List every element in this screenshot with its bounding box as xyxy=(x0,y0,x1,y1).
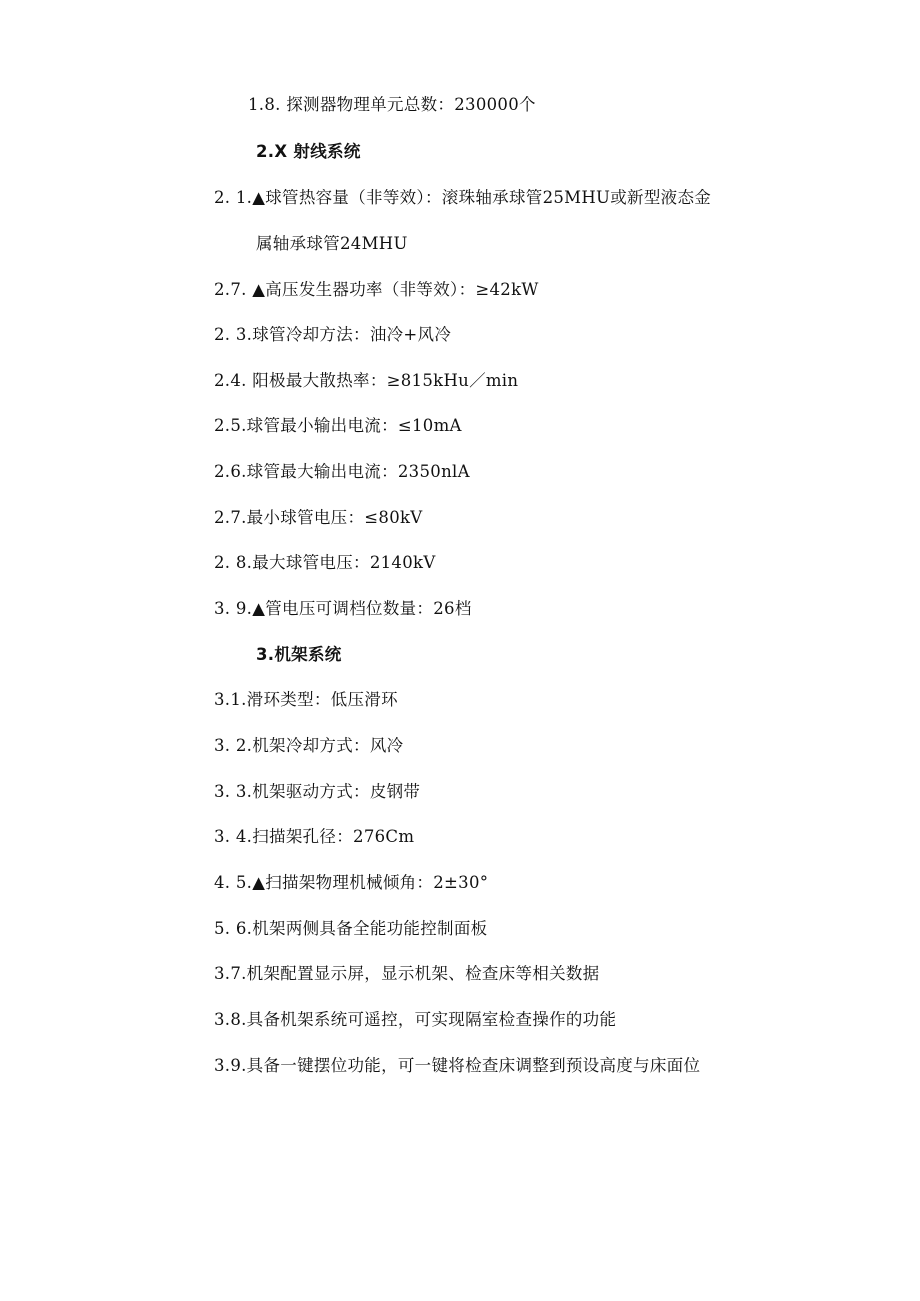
spec-line: 3. 2.机架冷却方式：风冷 xyxy=(214,736,404,755)
spec-line: 2.7. ▲高压发生器功率（非等效）：≥42kW xyxy=(214,280,539,299)
spec-line: 1.8. 探测器物理单元总数：230000个 xyxy=(248,95,536,114)
spec-line: 3. 3.机架驱动方式：皮钢带 xyxy=(214,782,421,801)
spec-line: 2.6.球管最大输出电流：2350nlA xyxy=(214,462,470,481)
spec-line: 3.8.具备机架系统可遥控，可实现隔室检查操作的功能 xyxy=(214,1010,617,1029)
spec-line: 3.9.具备一键摆位功能，可一键将检查床调整到预设高度与床面位 xyxy=(214,1056,701,1075)
spec-line: 3. 4.扫描架孔径：276Cm xyxy=(214,827,415,846)
spec-line: 2.5.球管最小输出电流：≤10mA xyxy=(214,416,462,435)
spec-line: 3.7.机架配置显示屏，显示机架、检查床等相关数据 xyxy=(214,964,600,983)
spec-line: 3.1.滑环类型：低压滑环 xyxy=(214,690,398,709)
spec-line: 4. 5.▲扫描架物理机械倾角：2±30° xyxy=(214,873,489,892)
spec-line: 2. 1.▲球管热容量（非等效）：滚珠轴承球管25MHU或新型液态金 xyxy=(214,188,712,207)
section-heading-xray: 2.X 射线系统 xyxy=(256,142,361,161)
spec-line: 2.7.最小球管电压：≤80kV xyxy=(214,508,423,527)
spec-line: 2. 8.最大球管电压：2140kV xyxy=(214,553,436,572)
spec-line: 5. 6.机架两侧具备全能功能控制面板 xyxy=(214,919,488,938)
spec-line: 2.4. 阳极最大散热率：≥815kHu／min xyxy=(214,371,519,390)
spec-line: 2. 3.球管冷却方法：油冷+风冷 xyxy=(214,325,452,344)
spec-line-continuation: 属轴承球管24MHU xyxy=(256,234,408,253)
spec-line: 3. 9.▲管电压可调档位数量：26档 xyxy=(214,599,472,618)
section-heading-gantry: 3.机架系统 xyxy=(256,645,342,664)
